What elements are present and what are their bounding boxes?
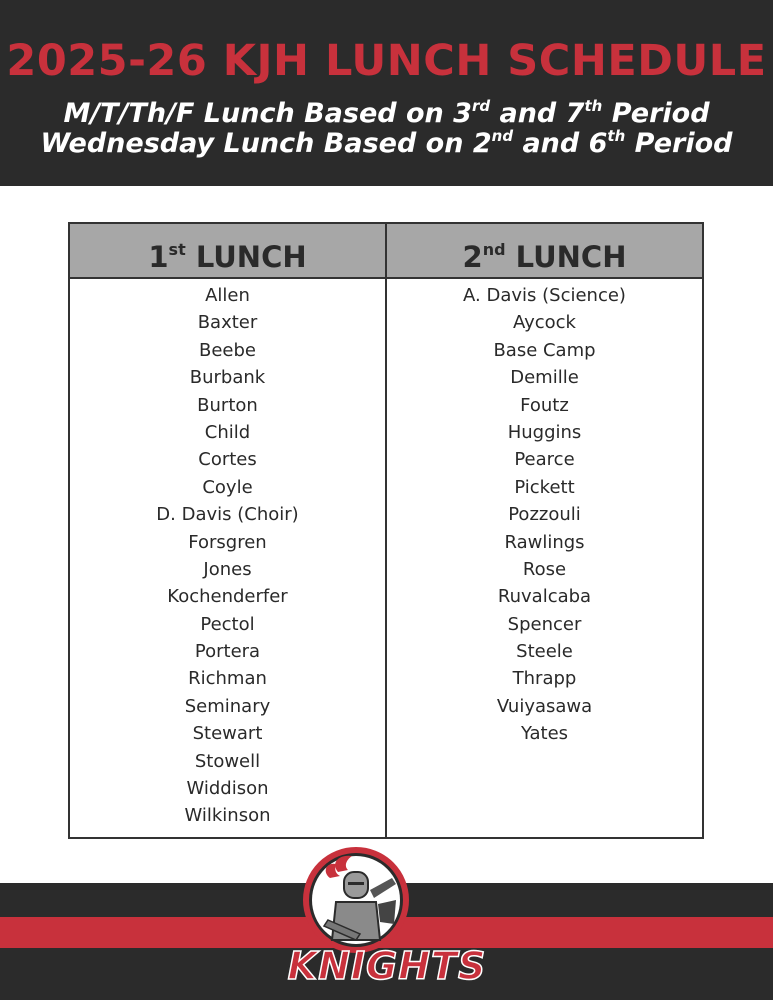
second-lunch-header: 2nd LUNCH	[387, 224, 702, 279]
teacher-name: Aycock	[513, 312, 576, 334]
knight-mascot-icon	[300, 842, 412, 954]
teacher-name: A. Davis (Science)	[463, 285, 626, 306]
teacher-name: Beebe	[199, 339, 256, 361]
knights-wordmark: KNIGHTS	[287, 944, 487, 988]
subtitle-wednesday: Wednesday Lunch Based on 2nd and 6th Period	[40, 127, 733, 159]
teacher-name: Jones	[203, 558, 252, 580]
teacher-name: Vuiyasawa	[496, 695, 593, 717]
teacher-name: Pearce	[514, 449, 575, 471]
first-lunch-header: 1st LUNCH	[70, 224, 385, 279]
teacher-name: Coyle	[202, 476, 253, 498]
teacher-name: Stewart	[192, 723, 263, 745]
teacher-name: Wilkinson	[184, 805, 271, 827]
teacher-name: Widdison	[186, 778, 269, 800]
second-lunch-column	[385, 224, 702, 837]
teacher-name: Burton	[197, 394, 258, 416]
teacher-name: Kochenderfer	[167, 586, 288, 608]
teacher-name: Steele	[516, 641, 573, 663]
first-lunch-column	[70, 224, 385, 837]
teacher-name: Pickett	[514, 476, 575, 498]
page-title: 2025-26 KJH LUNCH SCHEDULE	[6, 36, 767, 86]
teacher-name: Foutz	[520, 394, 569, 416]
teacher-name: Burbank	[189, 367, 266, 389]
teacher-name: Rawlings	[504, 531, 585, 553]
teacher-name: Child	[204, 421, 251, 443]
teacher-name: Forsgren	[188, 531, 267, 553]
teacher-name: Richman	[188, 668, 267, 690]
teacher-name: Huggins	[507, 421, 582, 443]
teacher-name: Stowell	[194, 750, 261, 772]
teacher-name: Pectol	[200, 613, 255, 635]
lunch-schedule-table	[68, 222, 704, 839]
teacher-name: Yates	[520, 723, 569, 745]
teacher-name: Thrapp	[512, 668, 577, 690]
teacher-name: Allen	[205, 285, 250, 306]
subtitle-mtthf: M/T/Th/F Lunch Based on 3rd and 7th Period	[63, 97, 710, 129]
teacher-name: Demille	[510, 367, 579, 389]
first-lunch-list	[70, 279, 385, 830]
teacher-name: Rose	[522, 558, 567, 580]
teacher-name: Base Camp	[493, 339, 596, 361]
teacher-name: Cortes	[198, 449, 257, 471]
teacher-name: Baxter	[197, 312, 258, 334]
second-lunch-list	[387, 279, 702, 748]
teacher-name: D. Davis (Choir)	[156, 504, 299, 526]
teacher-name: Ruvalcaba	[497, 586, 592, 608]
teacher-name: Pozzouli	[508, 504, 581, 526]
teacher-name: Seminary	[184, 695, 271, 717]
header-banner	[0, 0, 773, 186]
teacher-name: Spencer	[507, 613, 582, 635]
teacher-name: Portera	[194, 641, 261, 663]
